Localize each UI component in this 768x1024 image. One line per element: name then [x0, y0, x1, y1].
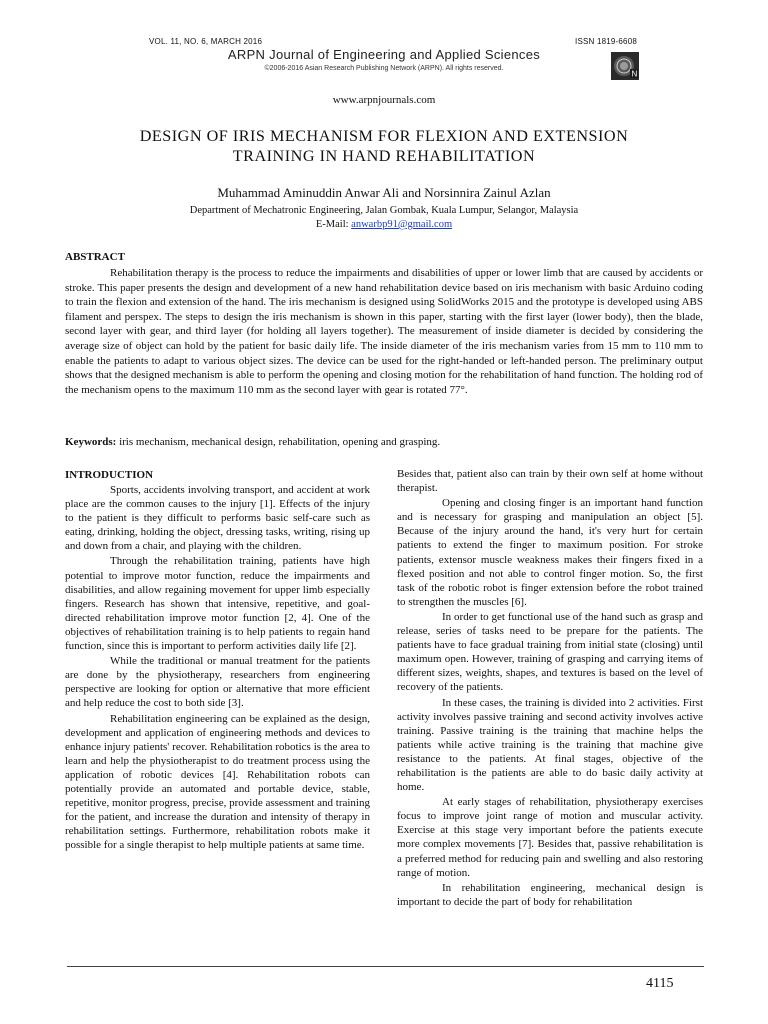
intro-paragraph: Sports, accidents involving transport, and accident at work place are the common causes to the injury [1]. Effects of the injury to the patient is they difficult to performs basic self-care such as eating, drinking, holding the object, dressing tasks, writing, rising up and down from a chair, and playing with the children.	[65, 484, 370, 553]
intro-paragraph: In these cases, the training is divided into 2 activities. First activity involves passive training and second activity involves active training. Passive training is the training that machine helps the patients while active training is the training that machine give resistance to the patients. At final stages, objective of the rehabilitation is the patients are able to do basic daily activity at home.	[397, 696, 703, 794]
intro-paragraph: Through the rehabilitation training, patients have high potential to improve motor function, reduce the impairments and disabilities, and allow regaining movement for upper limb especially fingers. Research has shown that intensive, repetitive, and goal-directed rehabilitation improve motor function [2, 4]. One of the objectives of rehabilitation training is to help patients to regain hand function, since this is important to perform activities daily life [2].	[65, 555, 370, 653]
page-number: 4115	[646, 976, 674, 991]
keywords-text: iris mechanism, mechanical design, rehabilitation, opening and grasping.	[116, 436, 441, 448]
email-label: E-Mail:	[315, 219, 352, 230]
abstract-text: Rehabilitation therapy is the process to reduce the impairments and disabilities of upper or lower limb that are caused by accidents or stroke. This paper presents the design and development of a new hand rehabilitation device based on iris mechanism with basic Arduino coding to train the flexion and extension of the hand. The iris mechanism is designed using SolidWorks 2015 and the prototype is developed using ABS filament and perspex. The steps to design the iris mechanism is shown in this paper, starting with the first layer (lower body), then the blade, second layer with gear, and third layer (for holding all layers together). The measurement of inside diameter is decided by considering the average size of object can hold by the patient for basic daily life. The inside diameter of the iris mechanism varies from 15 mm to 110 mm to enable the patients to adapt to various object sizes. The device can be used for the right-handed or left-handed person. The preliminary output shows that the designed mechanism is able to perform the opening and closing motion for the rehabilitation of hand function. The holding rod of the mechanism opens to the maximum 110 mm as the second layer with gear is rotated 77°.	[65, 267, 703, 396]
affiliation: Department of Mechatronic Engineering, Jalan Gombak, Kuala Lumpur, Selangor, Malaysia	[189, 205, 579, 216]
email-link[interactable]: anwarbp91@gmail.com	[351, 219, 453, 230]
logo-letter: N	[631, 69, 638, 79]
intro-paragraph: At early stages of rehabilitation, physiotherapy exercises focus to improve joint range of motion and muscular activity. Exercise at this stage very important before the patients execute more complex movements [7]. Besides that, passive rehabilitation is a preferred method for reducing pain and swelling and also restoring range of motion.	[397, 796, 703, 879]
right-column	[397, 467, 703, 910]
intro-paragraph: Opening and closing finger is an important hand function and is necessary for grasping and manipulation an object [5]. Because of the injury around the hand, it's very hurt for certain patients to extend the finger to maximum position. For stroke patients, extensor muscle weakness makes their fingers fixed in a flexed position and not able to control finger motion. So, the first task of the robotic robot is finger extension before the robot trained to strengthen the muscles [6].	[397, 497, 703, 608]
journal-name: ARPN Journal of Engineering and Applied Sciences	[227, 47, 541, 62]
paper-title	[70, 126, 698, 166]
intro-paragraph: While the traditional or manual treatment for the patients are done by the physiotherapy, researchers from engineering perspective are looking for option or alternative that more efficient and help reduce the cost to both side [3].	[65, 655, 370, 710]
abstract-heading: ABSTRACT	[65, 251, 125, 263]
keywords-label: Keywords:	[65, 436, 117, 448]
title-line-2: TRAINING IN HAND REHABILITATION	[232, 147, 536, 165]
arpn-logo	[611, 52, 639, 80]
email-line	[0, 219, 768, 230]
title-line-1: DESIGN OF IRIS MECHANISM FOR FLEXION AND EXTENSION	[139, 127, 629, 145]
issn: ISSN 1819-6608	[575, 37, 637, 46]
intro-paragraph: Rehabilitation engineering can be explained as the design, development and application of engineering methods and devices to enhance injury patients' recover. Rehabilitation robotics is the area to learn and help the physiotherapist to do treatment process using the application of robotic devices [4]. Rehabilitation robots can potentially provide an automated and portable device, stable, repetitive, monitor progress, precise, provide assessment and training for the patient, and increase the duration and intensity of therapy in rehabilitation settings. Furthermore, rehabilitation robots make it possible for a single therapist to help multiple patients at same time.	[65, 712, 370, 852]
intro-paragraph: In rehabilitation engineering, mechanical design is important to decide the part of body for rehabilitation	[397, 881, 703, 908]
intro-paragraph: In order to get functional use of the hand such as grasp and release, series of tasks need to be prepare for the patients. The patients have to face gradual training from initial state (closing) until maximum open. However, training of grasping and carrying items of different sizes, weights, shapes, and textures is based on the level of recovery of the patients.	[397, 610, 703, 694]
left-column	[65, 468, 370, 853]
authors: Muhammad Aminuddin Anwar Ali and Norsinnira Zainul Azlan	[217, 185, 551, 200]
footer-rule	[67, 966, 704, 967]
volume-info: VOL. 11, NO. 6, MARCH 2016	[149, 37, 263, 46]
keywords	[65, 436, 705, 448]
introduction-heading: INTRODUCTION	[65, 469, 154, 481]
journal-url[interactable]: www.arpnjournals.com	[332, 94, 436, 106]
intro-paragraph-continued: Besides that, patient also can train by their own self at home without therapist.	[397, 468, 703, 495]
copyright-line: ©2006-2016 Asian Research Publishing Network (ARPN). All rights reserved.	[264, 65, 504, 72]
